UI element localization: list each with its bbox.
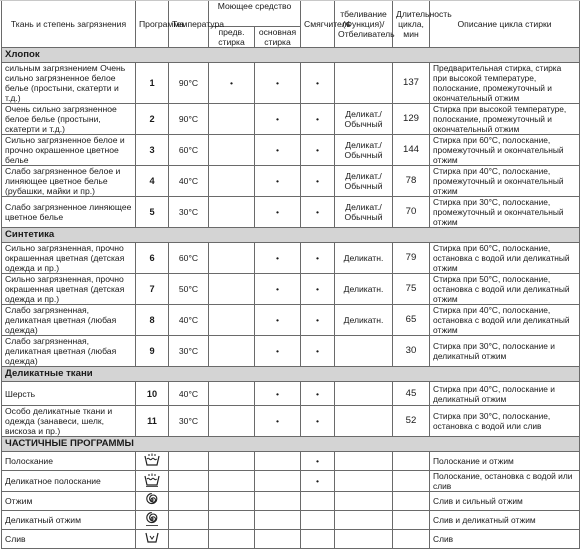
program-number-cell: 9 <box>136 336 169 367</box>
program-number-cell: 3 <box>136 135 169 166</box>
description-cell: Стирка при 40°C, полоскание, промежуточный и окончательный отжим <box>430 166 580 197</box>
softener-cell: • <box>301 305 335 336</box>
detergent-main-cell: • <box>255 166 301 197</box>
temperature-cell: 30°C <box>169 197 209 228</box>
detergent-pre-cell <box>209 104 255 135</box>
duration-cell: 52 <box>393 406 430 437</box>
description-cell: Слив и сильный отжим <box>430 492 580 511</box>
program-number-cell: 7 <box>136 274 169 305</box>
function-cell: Деликат./ Обычный <box>335 197 393 228</box>
detergent-pre-cell <box>209 166 255 197</box>
duration-cell: 70 <box>393 197 430 228</box>
detergent-main-cell: • <box>255 406 301 437</box>
fabric-cell: Особо деликатные ткани и одежда (занавеси, шелк, вискоза и пр.) <box>2 406 136 437</box>
description-cell: Стирка при 30°C, полоскание, остановка с водой или слив <box>430 406 580 437</box>
table-row <box>2 511 580 530</box>
function-cell: Деликат./ Обычный <box>335 104 393 135</box>
rinse-tub-icon <box>143 453 161 469</box>
program-number-cell: 10 <box>136 382 169 406</box>
function-cell <box>335 336 393 367</box>
temperature-cell: 30°C <box>169 336 209 367</box>
header-detergent: Моющее средство <box>209 1 301 27</box>
section-title: ЧАСТИЧНЫЕ ПРОГРАММЫ <box>2 437 580 452</box>
function-cell: Деликатн. <box>335 243 393 274</box>
top-rule <box>0 0 580 1</box>
fabric-cell: Шерсть <box>2 382 136 406</box>
detergent-pre-cell <box>209 243 255 274</box>
dur-cell <box>393 452 430 471</box>
header-function: тбеливание (Функция)/ Отбеливатель <box>335 1 393 48</box>
description-cell: Стирка при высокой температуре, полоскание, промежуточный и окончательный отжим <box>430 104 580 135</box>
table-row <box>2 135 580 166</box>
fabric-cell: Деликатное полоскание <box>2 471 136 492</box>
function-cell <box>335 63 393 104</box>
table-row <box>2 63 580 104</box>
softener-cell: • <box>301 166 335 197</box>
detergent-pre-cell <box>209 382 255 406</box>
main-cell <box>255 492 301 511</box>
fabric-cell: Деликатный отжим <box>2 511 136 530</box>
detergent-pre-cell <box>209 135 255 166</box>
spin-spiral-icon <box>145 493 159 509</box>
fabric-cell: Слабо загрязненная, деликатная цветная (любая одежда) <box>2 336 136 367</box>
header-temperature: Температура <box>169 1 209 48</box>
duration-cell: 75 <box>393 274 430 305</box>
fabric-cell: Слабо загрязненная, деликатная цветная (любая одежда) <box>2 305 136 336</box>
softener-cell: • <box>301 406 335 437</box>
header-program: Программа <box>136 1 169 48</box>
gentle-spin-spiral-icon <box>145 512 159 528</box>
description-cell: Слив и деликатный отжим <box>430 511 580 530</box>
section-row <box>2 48 580 63</box>
program-number-cell: 1 <box>136 63 169 104</box>
description-cell: Стирка при 30°C, полоскание, промежуточный и окончательный отжим <box>430 197 580 228</box>
table-row <box>2 382 580 406</box>
pre-cell <box>209 452 255 471</box>
duration-cell: 78 <box>393 166 430 197</box>
program-icon-cell <box>136 492 169 511</box>
fabric-cell: Сильно загрязненная, прочно окрашенная цветная (детская одежда и пр.) <box>2 274 136 305</box>
header-detergent-main: основная стирка <box>255 27 301 48</box>
program-number-cell: 2 <box>136 104 169 135</box>
table-row <box>2 530 580 549</box>
temperature-cell: 60°C <box>169 135 209 166</box>
program-number-cell: 5 <box>136 197 169 228</box>
softener-cell: • <box>301 63 335 104</box>
description-cell: Стирка при 50°C, полоскание, остановка с водой или деликатный отжим <box>430 274 580 305</box>
section-row <box>2 228 580 243</box>
description-cell: Предварительная стирка, стирка при высокой температуре, полоскание, промежуточный и окончательный отжим <box>430 63 580 104</box>
header-description: Описание цикла стирки <box>430 1 580 48</box>
detergent-pre-cell <box>209 305 255 336</box>
fabric-cell: Слабо загрязненное белое и линяющее цветное белье (рубашки, майки и пр.) <box>2 166 136 197</box>
fabric-cell: Сильно загрязненная, прочно окрашенная цветная (детская одежда и пр.) <box>2 243 136 274</box>
detergent-pre-cell <box>209 336 255 367</box>
fabric-cell: Отжим <box>2 492 136 511</box>
fabric-cell: Очень сильно загрязненное белое белье (простыни, скатерти и т.д.) <box>2 104 136 135</box>
main-cell <box>255 471 301 492</box>
detergent-main-cell: • <box>255 274 301 305</box>
function-cell: Деликат./ Обычный <box>335 135 393 166</box>
duration-cell: 129 <box>393 104 430 135</box>
temp-cell <box>169 492 209 511</box>
duration-cell: 137 <box>393 63 430 104</box>
header-duration: Длительность цикла, мин <box>393 1 430 48</box>
softener-cell: • <box>301 336 335 367</box>
function-cell: Деликат./ Обычный <box>335 166 393 197</box>
table-row <box>2 197 580 228</box>
func-cell <box>335 511 393 530</box>
function-cell: Деликатн. <box>335 274 393 305</box>
description-cell: Стирка при 60°C, полоскание, промежуточный и окончательный отжим <box>430 135 580 166</box>
fabric-cell: Слабо загрязненное линяющее цветное белье <box>2 197 136 228</box>
program-number-cell: 11 <box>136 406 169 437</box>
duration-cell: 144 <box>393 135 430 166</box>
temperature-cell: 60°C <box>169 243 209 274</box>
detergent-main-cell: • <box>255 63 301 104</box>
detergent-main-cell: • <box>255 104 301 135</box>
duration-cell: 30 <box>393 336 430 367</box>
program-number-cell: 6 <box>136 243 169 274</box>
softener-cell: • <box>301 452 335 471</box>
gentle-rinse-tub-icon <box>143 473 161 489</box>
softener-cell: • <box>301 104 335 135</box>
temperature-cell: 30°C <box>169 406 209 437</box>
description-cell: Стирка при 60°C, полоскание, остановка с водой или деликатный отжим <box>430 243 580 274</box>
dur-cell <box>393 471 430 492</box>
section-title: Синтетика <box>2 228 580 243</box>
fabric-cell: Полоскание <box>2 452 136 471</box>
table-row <box>2 104 580 135</box>
table-row <box>2 305 580 336</box>
description-cell: Стирка при 30°C, полоскание и деликатный отжим <box>430 336 580 367</box>
wash-program-table <box>1 0 580 549</box>
temperature-cell: 40°C <box>169 305 209 336</box>
function-cell: Деликатн. <box>335 305 393 336</box>
main-cell <box>255 511 301 530</box>
table-row <box>2 243 580 274</box>
duration-cell: 79 <box>393 243 430 274</box>
program-icon-cell <box>136 471 169 492</box>
softener-cell: • <box>301 471 335 492</box>
drain-icon <box>144 531 160 547</box>
duration-cell: 65 <box>393 305 430 336</box>
description-cell: Стирка при 40°C, полоскание, остановка с водой или деликатный отжим <box>430 305 580 336</box>
fabric-cell: Слив <box>2 530 136 549</box>
header-softener: Смягчитель <box>301 1 335 48</box>
program-number-cell: 4 <box>136 166 169 197</box>
description-cell: Полоскание, остановка с водой или слив <box>430 471 580 492</box>
temperature-cell: 40°C <box>169 382 209 406</box>
table-body <box>2 48 580 549</box>
main-cell <box>255 530 301 549</box>
func-cell <box>335 452 393 471</box>
program-number-cell: 8 <box>136 305 169 336</box>
softener-cell <box>301 530 335 549</box>
detergent-main-cell: • <box>255 305 301 336</box>
dur-cell <box>393 492 430 511</box>
program-icon-cell <box>136 530 169 549</box>
func-cell <box>335 471 393 492</box>
softener-cell: • <box>301 197 335 228</box>
function-cell <box>335 406 393 437</box>
header-fabric: Ткань и степень загрязнения <box>2 1 136 48</box>
softener-cell: • <box>301 382 335 406</box>
fabric-cell: сильным загрязнением Очень сильно загрязненное белое белье (простыни, скатерти и т.д.) <box>2 63 136 104</box>
softener-cell: • <box>301 243 335 274</box>
table-row <box>2 274 580 305</box>
table-row <box>2 452 580 471</box>
temperature-cell: 90°C <box>169 104 209 135</box>
pre-cell <box>209 511 255 530</box>
table-row <box>2 406 580 437</box>
pre-cell <box>209 492 255 511</box>
section-title: Хлопок <box>2 48 580 63</box>
detergent-main-cell: • <box>255 336 301 367</box>
table-row <box>2 492 580 511</box>
section-row <box>2 367 580 382</box>
detergent-main-cell: • <box>255 135 301 166</box>
temp-cell <box>169 511 209 530</box>
dur-cell <box>393 511 430 530</box>
temperature-cell: 50°C <box>169 274 209 305</box>
detergent-pre-cell <box>209 274 255 305</box>
detergent-pre-cell <box>209 406 255 437</box>
fabric-cell: Сильно загрязненное белое и прочно окрашенное цветное белье <box>2 135 136 166</box>
section-title: Деликатные ткани <box>2 367 580 382</box>
program-icon-cell <box>136 452 169 471</box>
duration-cell: 45 <box>393 382 430 406</box>
table-row <box>2 471 580 492</box>
section-row <box>2 437 580 452</box>
description-cell: Полоскание и отжим <box>430 452 580 471</box>
table-row <box>2 166 580 197</box>
softener-cell <box>301 492 335 511</box>
func-cell <box>335 492 393 511</box>
temperature-cell: 90°C <box>169 63 209 104</box>
func-cell <box>335 530 393 549</box>
function-cell <box>335 382 393 406</box>
temperature-cell: 40°C <box>169 166 209 197</box>
detergent-main-cell: • <box>255 243 301 274</box>
dur-cell <box>393 530 430 549</box>
detergent-main-cell: • <box>255 197 301 228</box>
pre-cell <box>209 530 255 549</box>
pre-cell <box>209 471 255 492</box>
temp-cell <box>169 471 209 492</box>
detergent-main-cell: • <box>255 382 301 406</box>
table-row <box>2 336 580 367</box>
description-cell: Слив <box>430 530 580 549</box>
detergent-pre-cell <box>209 197 255 228</box>
main-cell <box>255 452 301 471</box>
description-cell: Стирка при 40°C, полоскание и деликатный отжим <box>430 382 580 406</box>
header-detergent-pre: предв. стирка <box>209 27 255 48</box>
program-icon-cell <box>136 511 169 530</box>
softener-cell <box>301 511 335 530</box>
softener-cell: • <box>301 274 335 305</box>
temp-cell <box>169 530 209 549</box>
temp-cell <box>169 452 209 471</box>
softener-cell: • <box>301 135 335 166</box>
detergent-pre-cell: • <box>209 63 255 104</box>
